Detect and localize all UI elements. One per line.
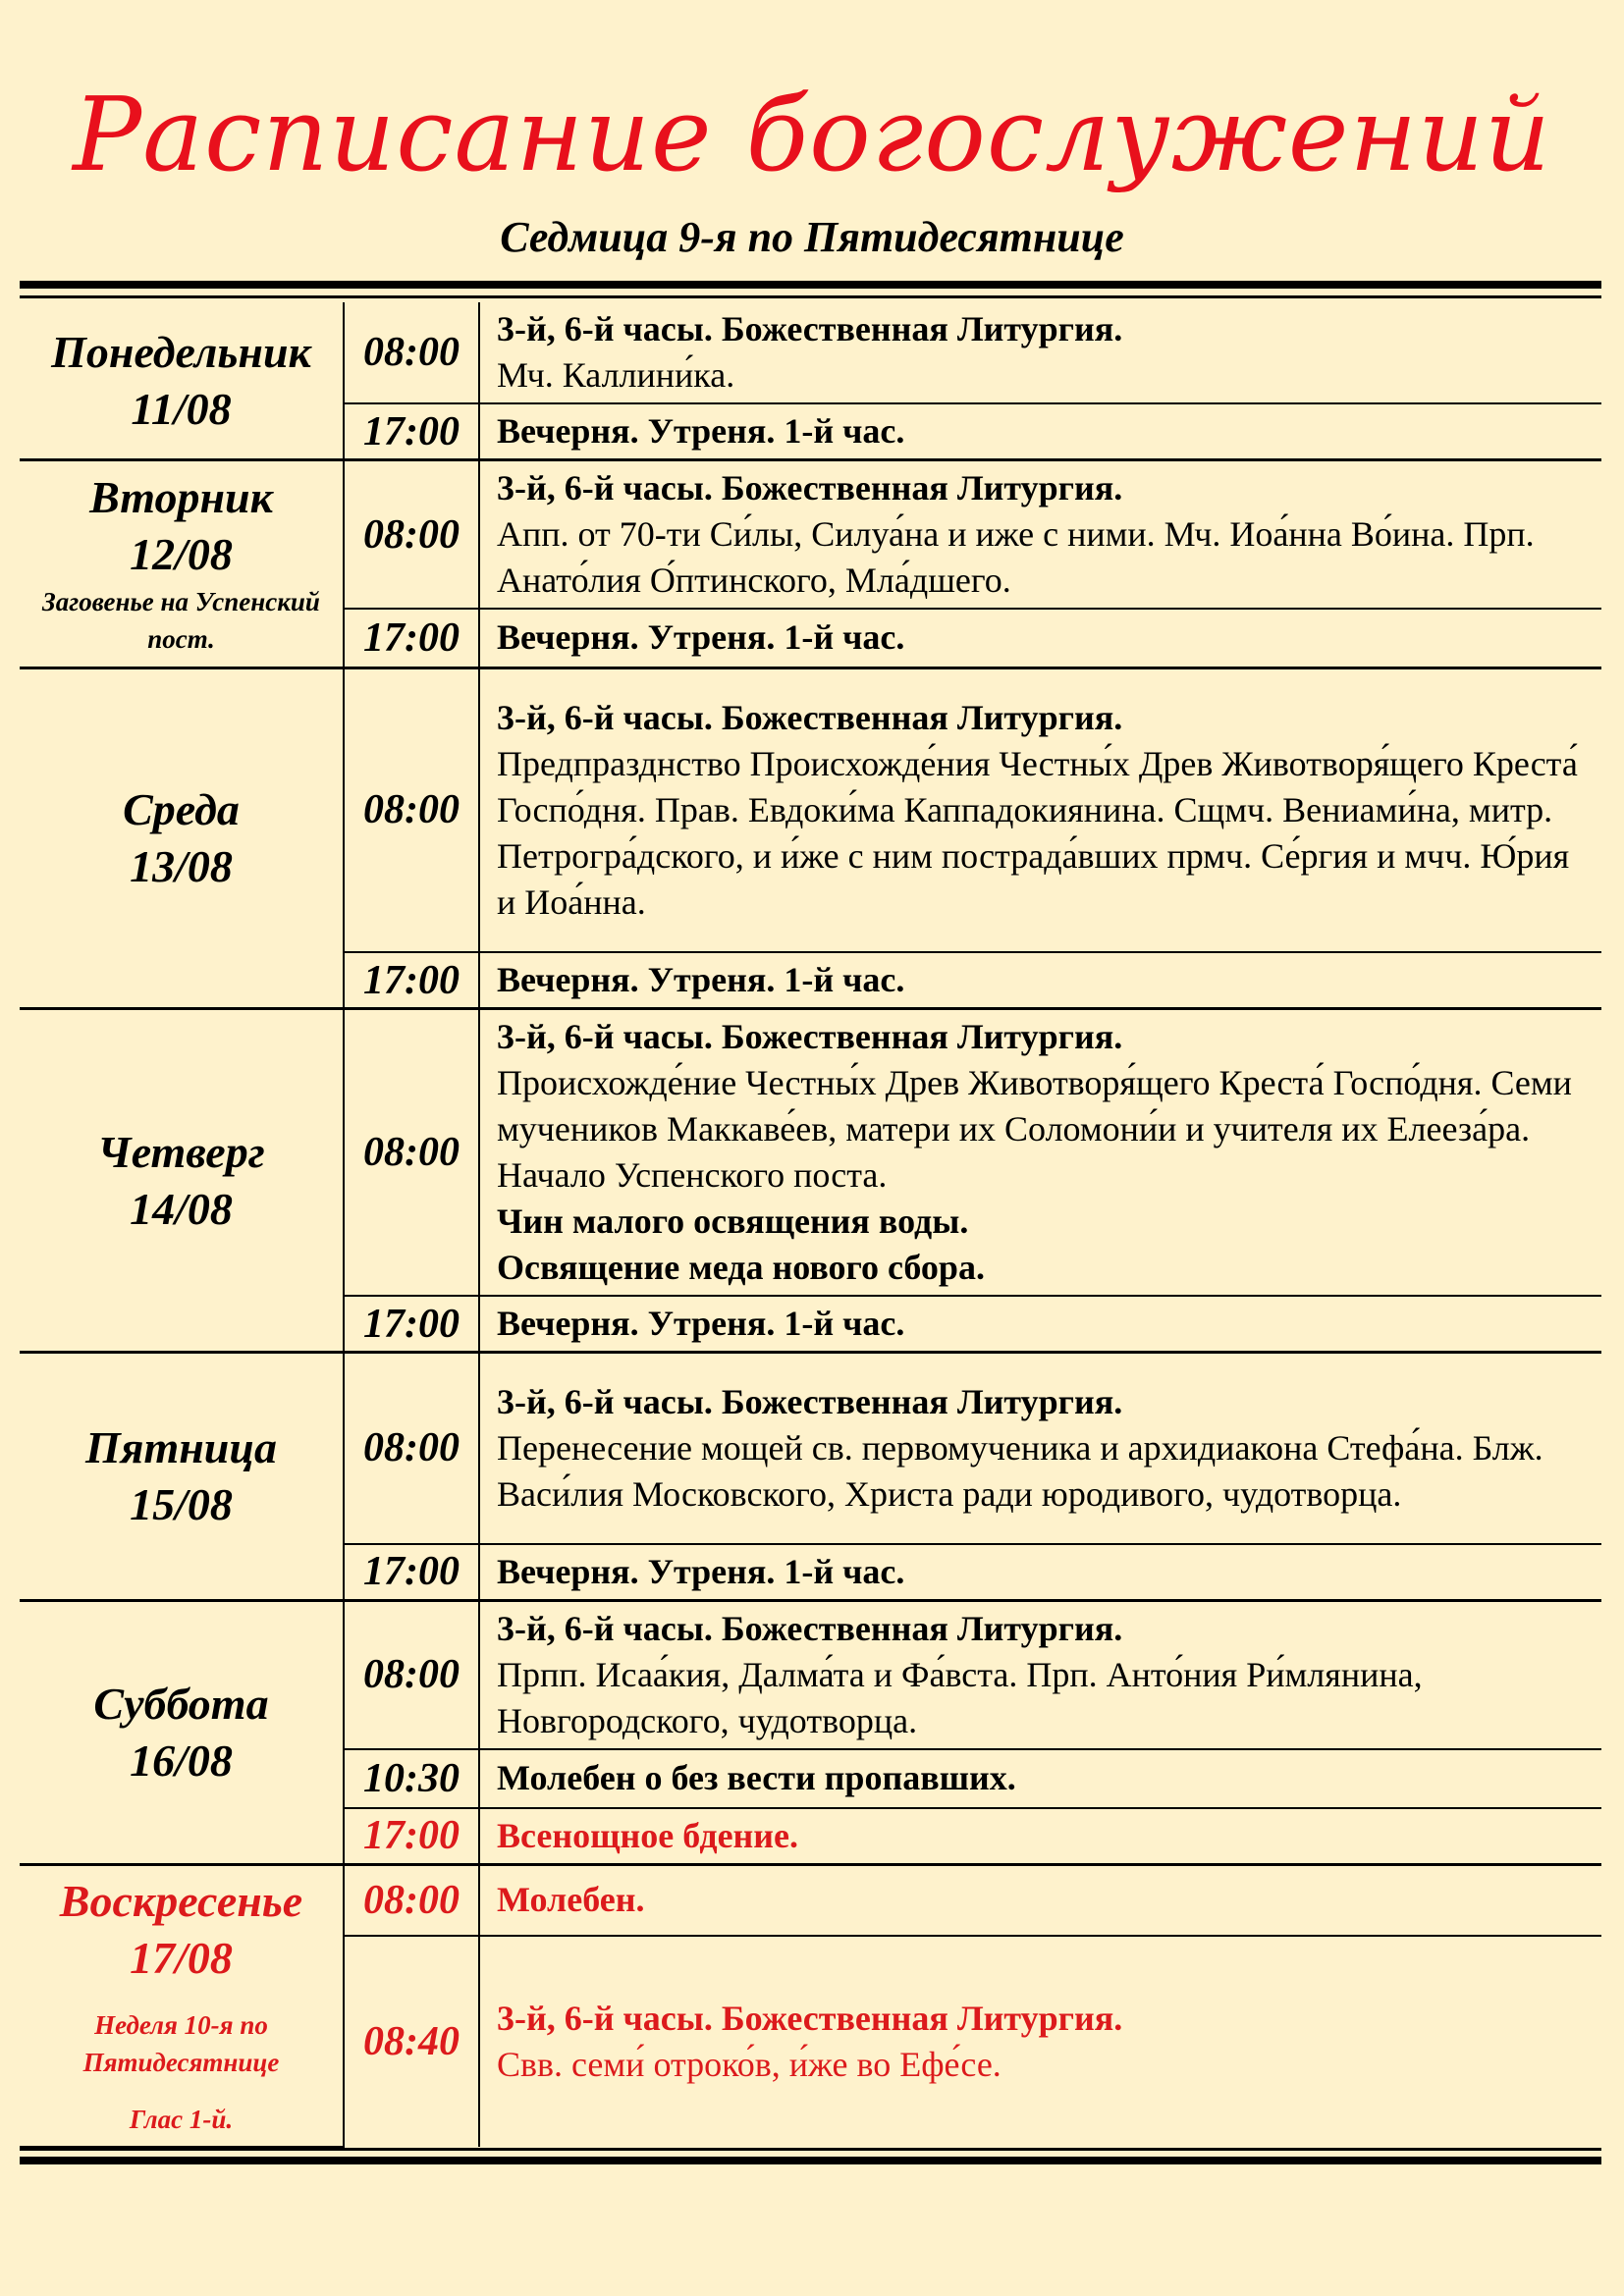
service-title: 3-й, 6-й часы. Божественная Литургия. [497, 1608, 1123, 1648]
service-title: Молебен. [497, 1880, 645, 1920]
day-cell-tuesday [20, 460, 344, 668]
service-description [479, 1936, 1601, 2147]
day-cell-wednesday [20, 667, 344, 1009]
service-time: 08:00 [344, 667, 479, 952]
day-name: Понедельник [51, 326, 311, 377]
service-extra: Освящение меда нового сбора. [497, 1248, 985, 1287]
service-description [479, 1544, 1601, 1601]
day-cell-monday [20, 302, 344, 460]
day-date: 17/08 [130, 1933, 233, 1984]
service-description [479, 403, 1601, 460]
service-description [479, 667, 1601, 952]
service-description [479, 1808, 1601, 1865]
top-rule-thin [20, 295, 1601, 298]
service-time: 10:30 [344, 1749, 479, 1808]
bottom-rule-thick [20, 2157, 1601, 2164]
service-time: 08:00 [344, 302, 479, 403]
day-date: 11/08 [131, 383, 232, 434]
service-title: Вечерня. Утреня. 1-й час. [497, 617, 905, 658]
page-title: Расписание богослужений [73, 75, 1551, 194]
service-time: 08:00 [344, 1865, 479, 1936]
service-time: 17:00 [344, 1808, 479, 1865]
service-title: 3-й, 6-й часы. Божественная Литургия. [497, 309, 1123, 348]
service-description [479, 1600, 1601, 1749]
day-note: Заговенье на Успенский пост. [42, 587, 320, 655]
service-extra: Чин малого освящения воды. [497, 1201, 969, 1241]
service-title: Молебен о без вести пропавших. [497, 1758, 1016, 1797]
day-name: Вторник [89, 472, 273, 523]
service-description [479, 609, 1601, 667]
service-time: 08:00 [344, 1600, 479, 1749]
table-row [20, 1600, 1601, 1749]
day-cell-friday [20, 1353, 344, 1601]
service-text: Мч. Каллини́ка. [497, 355, 735, 395]
service-title: Вечерня. Утреня. 1-й час. [497, 960, 905, 999]
day-date: 14/08 [130, 1183, 233, 1234]
day-name: Четверг [97, 1126, 265, 1177]
service-text: Апп. от 70-ти Си́лы, Силуа́на и иже с ними. Мч. Иоа́нна Во́ина. Прп. Анато́лия О́птинского, Мла́дшего. [497, 514, 1535, 600]
table-row [20, 302, 1601, 403]
service-description [479, 1296, 1601, 1353]
service-description [479, 1865, 1601, 1936]
day-name: Суббота [93, 1678, 269, 1729]
table-row [20, 460, 1601, 610]
service-time: 08:00 [344, 1009, 479, 1297]
service-time: 08:00 [344, 460, 479, 610]
service-time: 08:40 [344, 1936, 479, 2147]
day-cell-saturday [20, 1600, 344, 1865]
table-row [20, 1009, 1601, 1297]
service-time: 17:00 [344, 609, 479, 667]
service-time: 17:00 [344, 952, 479, 1009]
day-name: Пятница [85, 1421, 277, 1472]
service-description [479, 302, 1601, 403]
day-date: 13/08 [130, 840, 233, 891]
service-text: Прпп. Исаа́кия, Далма́та и Фа́вста. Прп. Анто́ния Ри́млянина, Новгородского, чудотворца. [497, 1654, 1423, 1740]
day-note: Неделя 10-я по Пятидесятнице [82, 2010, 280, 2078]
service-title: 3-й, 6-й часы. Божественная Литургия. [497, 1017, 1123, 1056]
service-time: 17:00 [344, 1544, 479, 1601]
service-title: Вечерня. Утреня. 1-й час. [497, 1304, 905, 1343]
service-title: Всенощное бдение. [497, 1815, 799, 1855]
service-time: 08:00 [344, 1353, 479, 1544]
day-date: 12/08 [130, 529, 233, 580]
service-title: 3-й, 6-й часы. Божественная Литургия. [497, 1998, 1123, 2038]
service-description [479, 1009, 1601, 1297]
page-subtitle: Седмица 9-я по Пятидесятнице [500, 213, 1124, 261]
service-text: Свв. семи́ отроко́в, и́же во Ефе́се. [497, 2044, 1001, 2084]
day-cell-thursday [20, 1009, 344, 1353]
bottom-rule-thin [20, 2148, 1601, 2151]
service-time: 17:00 [344, 403, 479, 460]
day-note-tone: Глас 1-й. [129, 2105, 234, 2135]
table-row [20, 1865, 1601, 1936]
service-text: Перенесение мощей св. первомученика и архидиакона Стефа́на. Блж. Васи́лия Московского, Христа ради юродивого, чудотворца. [497, 1427, 1543, 1514]
service-title: Вечерня. Утреня. 1-й час. [497, 411, 905, 451]
service-title: 3-й, 6-й часы. Божественная Литургия. [497, 697, 1123, 737]
schedule-table [20, 302, 1601, 2148]
table-row [20, 667, 1601, 952]
top-rule-thick [20, 281, 1601, 289]
service-description [479, 1353, 1601, 1544]
day-date: 16/08 [130, 1735, 233, 1786]
service-time: 17:00 [344, 1296, 479, 1353]
day-name: Воскресенье [59, 1876, 303, 1927]
service-title: 3-й, 6-й часы. Божественная Литургия. [497, 1381, 1123, 1421]
service-description [479, 952, 1601, 1009]
service-text: Происхожде́ние Честны́х Древ Животворя́щего Креста́ Госпо́дня. Семи мучеников Маккаве́ев, матери их Соломони́и и учителя их Елееза́ра. Начало Успенского поста. [497, 1063, 1572, 1195]
day-cell-sunday [20, 1865, 344, 2147]
service-title: Вечерня. Утреня. 1-й час. [497, 1551, 905, 1591]
day-date: 15/08 [130, 1478, 233, 1529]
table-row [20, 1353, 1601, 1544]
service-description [479, 460, 1601, 610]
day-name: Среда [123, 783, 240, 834]
service-title: 3-й, 6-й часы. Божественная Литургия. [497, 468, 1123, 507]
service-description [479, 1749, 1601, 1808]
service-text: Предпразднство Происхожде́ния Честны́х Древ Животворя́щего Креста́ Госпо́дня. Прав. Евдоки́ма Каппадокиянина. Сщмч. Вениами́на, митр. Петрогра́дского, и и́же с ним пострада́вших прмч. Се́ргия и мчч. Ю́рия и Иоа́нна. [497, 743, 1578, 922]
